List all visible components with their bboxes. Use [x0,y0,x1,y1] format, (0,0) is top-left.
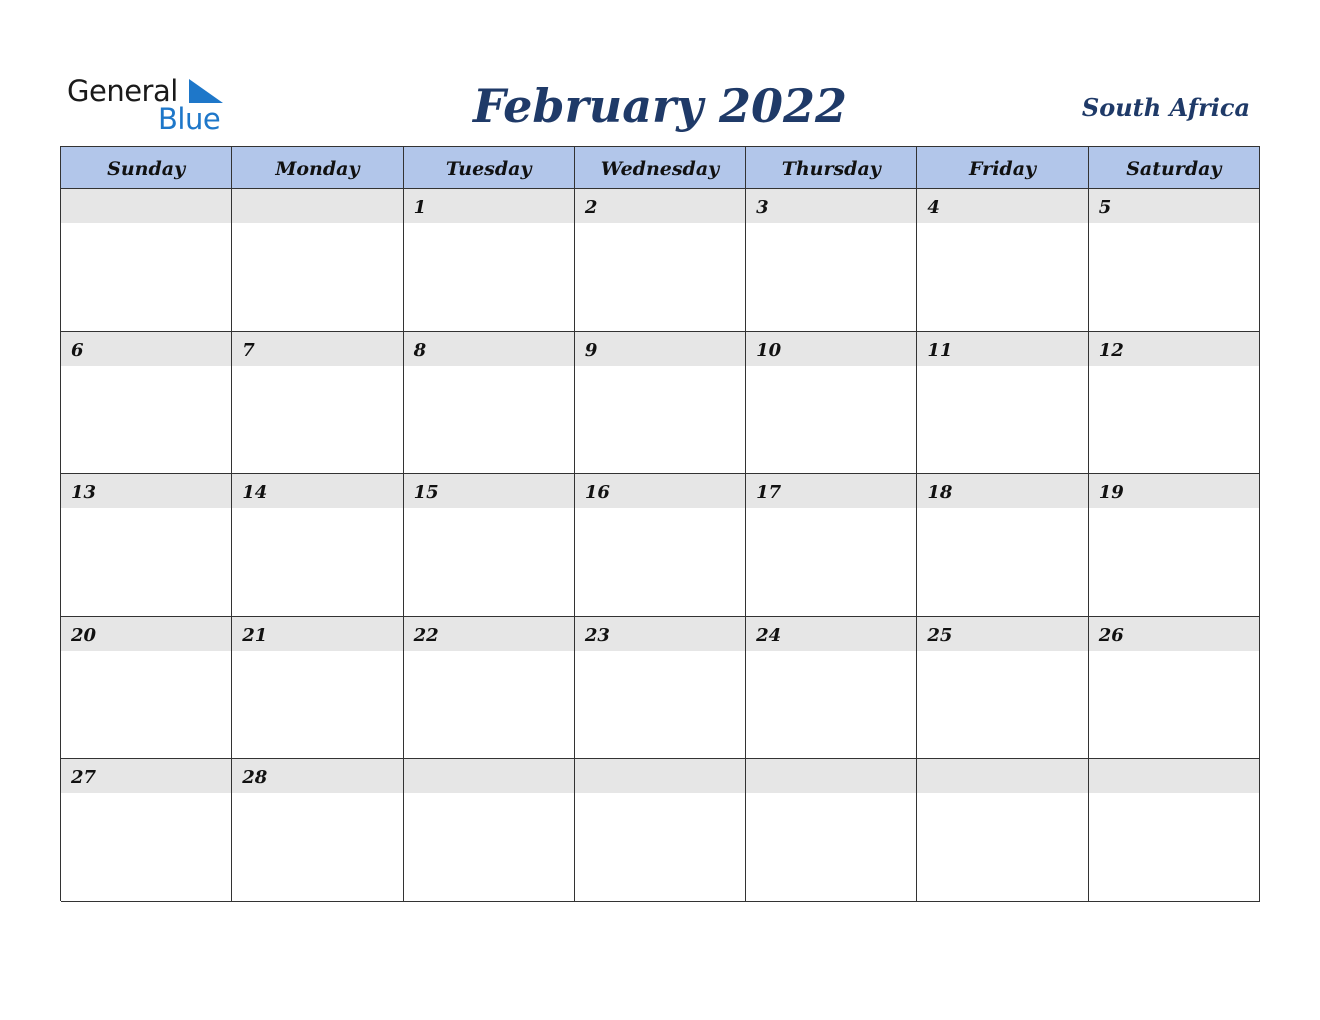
day-cell[interactable] [746,332,917,475]
day-cell[interactable] [404,759,575,902]
day-number: 6 [61,332,231,366]
day-number: 12 [1089,332,1259,366]
weekday-header-sunday: Sunday [61,147,232,189]
weekday-header-monday: Monday [232,147,403,189]
day-cell[interactable] [232,332,403,475]
day-cell[interactable] [232,189,403,332]
day-number: 20 [61,617,231,651]
day-cell[interactable] [575,189,746,332]
day-cell[interactable] [746,617,917,760]
week-row [61,474,1260,617]
day-number: 17 [746,474,916,508]
day-cell[interactable] [917,189,1088,332]
day-cell[interactable] [404,189,575,332]
day-cell[interactable] [917,617,1088,760]
day-cell[interactable] [575,474,746,617]
day-cell[interactable] [61,617,232,760]
day-number: 14 [232,474,402,508]
week-row [61,759,1260,902]
day-number [61,189,231,223]
day-number: 27 [61,759,231,793]
day-number: 10 [746,332,916,366]
day-cell[interactable] [746,474,917,617]
day-number: 26 [1089,617,1259,651]
day-number: 9 [575,332,745,366]
day-cell[interactable] [917,474,1088,617]
logo-text-blue: Blue [158,102,221,136]
day-number: 18 [917,474,1087,508]
day-cell[interactable] [404,474,575,617]
day-number: 28 [232,759,402,793]
day-cell[interactable] [575,617,746,760]
day-cell[interactable] [917,759,1088,902]
day-number: 1 [404,189,574,223]
day-cell[interactable] [1089,617,1260,760]
day-number: 15 [404,474,574,508]
day-cell[interactable] [575,332,746,475]
page-title: February 2022 [472,79,848,133]
day-cell[interactable] [61,474,232,617]
day-number: 23 [575,617,745,651]
weekday-header-thursday: Thursday [746,147,917,189]
day-cell[interactable] [404,617,575,760]
day-cell[interactable] [404,332,575,475]
calendar-grid [60,146,1260,901]
week-row [61,189,1260,332]
day-cell[interactable] [917,332,1088,475]
weekday-header-tuesday: Tuesday [404,147,575,189]
day-number: 2 [575,189,745,223]
day-cell[interactable] [746,189,917,332]
day-cell[interactable] [232,617,403,760]
day-cell[interactable] [1089,759,1260,902]
weeks-container [61,189,1260,902]
day-number: 5 [1089,189,1259,223]
day-number [917,759,1087,793]
day-cell[interactable] [232,759,403,902]
day-cell[interactable] [746,759,917,902]
day-number: 8 [404,332,574,366]
week-row [61,332,1260,475]
day-number [1089,759,1259,793]
day-number: 19 [1089,474,1259,508]
logo-text-general: General [67,74,178,108]
day-cell[interactable] [1089,332,1260,475]
day-cell[interactable] [1089,474,1260,617]
weekday-header-row [61,147,1260,189]
day-number [746,759,916,793]
day-number: 11 [917,332,1087,366]
day-number: 22 [404,617,574,651]
day-number: 7 [232,332,402,366]
day-cell[interactable] [61,759,232,902]
weekday-header-saturday: Saturday [1089,147,1260,189]
day-cell[interactable] [1089,189,1260,332]
day-number: 25 [917,617,1087,651]
day-number [232,189,402,223]
day-number: 13 [61,474,231,508]
day-number: 21 [232,617,402,651]
weekday-header-wednesday: Wednesday [575,147,746,189]
day-number: 4 [917,189,1087,223]
weekday-header-friday: Friday [917,147,1088,189]
day-number: 24 [746,617,916,651]
day-cell[interactable] [61,189,232,332]
day-number [575,759,745,793]
week-row [61,617,1260,760]
day-cell[interactable] [575,759,746,902]
day-number: 3 [746,189,916,223]
day-cell[interactable] [61,332,232,475]
country-label: South Africa [1081,93,1250,122]
day-number [404,759,574,793]
day-cell[interactable] [232,474,403,617]
day-number: 16 [575,474,745,508]
